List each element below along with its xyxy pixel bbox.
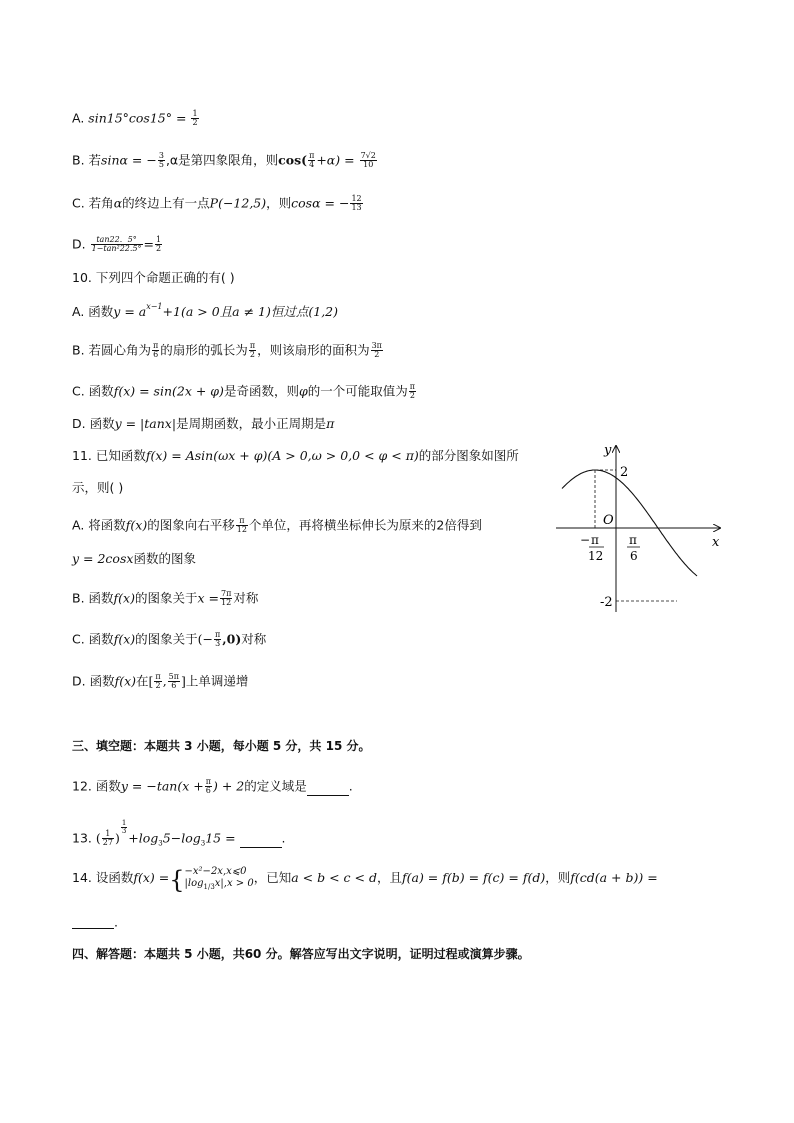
q9-option-c: C. 若角α的终边上有一点P(−12,5)，则cosα = − $\frac{12}{13}$ xyxy=(72,194,362,213)
q13-answer-blank[interactable] xyxy=(240,835,282,848)
tick-left-prefix: − xyxy=(580,533,591,547)
q10-title: 10. 下列四个命题正确的有( ) xyxy=(72,270,235,285)
tick-left-num: π xyxy=(591,533,599,547)
q10-option-c: C. 函数f(x) = sin(2x + φ)是奇函数，则φ的一个可能取值为 $\frac{\pi}{2}$ xyxy=(72,382,415,401)
tick-left-den: 12 xyxy=(588,549,604,563)
q14-answer-blank[interactable] xyxy=(72,916,114,929)
tick-right-num: π xyxy=(629,533,637,547)
y-max-label: 2 xyxy=(620,465,629,480)
q12: 12. 函数y = −tan(x + $\frac{\pi}{6}$ ) + 2的定义域是 . xyxy=(72,777,353,796)
q9-a-expr: sin15°cos15° = xyxy=(88,110,187,126)
q11-option-c: C. 函数f(x)的图象关于(− $\frac{\pi}{3}$ ,0)对称 xyxy=(72,630,267,649)
q14-line2: . xyxy=(72,916,118,929)
q12-answer-blank[interactable] xyxy=(307,783,349,796)
q9-option-d: D. $\frac{\tan 22.5^\circ}{\text{1−tan²22.5°}}$ = $\frac{1}{2}$ xyxy=(72,235,162,254)
y-axis-label: y xyxy=(604,443,612,458)
q11-option-d: D. 函数f(x)在[ $\frac{\pi}{2}$ , $\frac{5\pi}{6}$ ]上单调递增 xyxy=(72,672,249,691)
section-answer: 四、解答题：本题共 5 小题，共60 分。解答应写出文字说明，证明过程或演算步骤。 xyxy=(72,947,530,961)
q11-title-line2: 示，则( ) xyxy=(72,480,124,495)
sine-graph xyxy=(552,440,732,620)
q11-title: 11. 已知函数f(x) = Asin(ωx + φ)(A > 0,ω > 0,0 < φ < π)的部分图象如图所 xyxy=(72,448,519,463)
tick-right-den: 6 xyxy=(630,549,638,563)
q11-option-a-line2: y = 2cosx函数的图象 xyxy=(72,551,196,566)
q9-option-b: B. 若sinα = − $\frac{3}{5}$ ,α是第四象限角，则cos( $\frac{\pi}{4}$ +α) = $\frac{7√2}{10}$ xyxy=(72,151,376,170)
x-axis-label: x xyxy=(712,535,720,550)
q10-option-a: A. 函数$y = a^{x-1}+1(a > 0$且a ≠ 1)恒过点(1,2) xyxy=(72,302,338,319)
origin-label: O xyxy=(603,513,614,528)
q14: 14. 设函数f(x) ={ −x²−2x,x⩽0 $|\log_{1/3}x|,x > 0$ ，已知a < b < c < d，且f(a) = f(b) = f(c) = f(d)，则f(cd(a + b)) = xyxy=(72,865,658,894)
q13: 13. ( $\frac{1}{27}$ ) $\frac{1}{3}$ $+\log_35-\log_315$ = . xyxy=(72,819,286,848)
y-min-label: -2 xyxy=(600,595,613,610)
q11-option-b: B. 函数f(x)的图象关于x = $\frac{7\pi}{12}$ 对称 xyxy=(72,589,259,608)
q10-option-b: B. 若圆心角为 $\frac{\pi}{6}$ 的扇形的弧长为 $\frac{\pi}{2}$ ，则该扇形的面积为 $\frac{3\pi}{2}$ xyxy=(72,341,382,360)
q9-a-fraction: $\frac{1}{2}$ xyxy=(192,109,198,128)
section-fill-in: 三、填空题：本题共 3 小题，每小题 5 分，共 15 分。 xyxy=(72,739,371,753)
q11-option-a: A. 将函数f(x)的图象向右平移 $\frac{\pi}{12}$ 个单位，再将横坐标伸长为原来的2倍得到 xyxy=(72,516,482,535)
q9-option-a: A. sin15°cos15° = $\frac{1}{2}$ xyxy=(72,109,198,128)
q10-option-d: D. 函数y = |tanx|是周期函数，最小正周期是π xyxy=(72,416,335,431)
